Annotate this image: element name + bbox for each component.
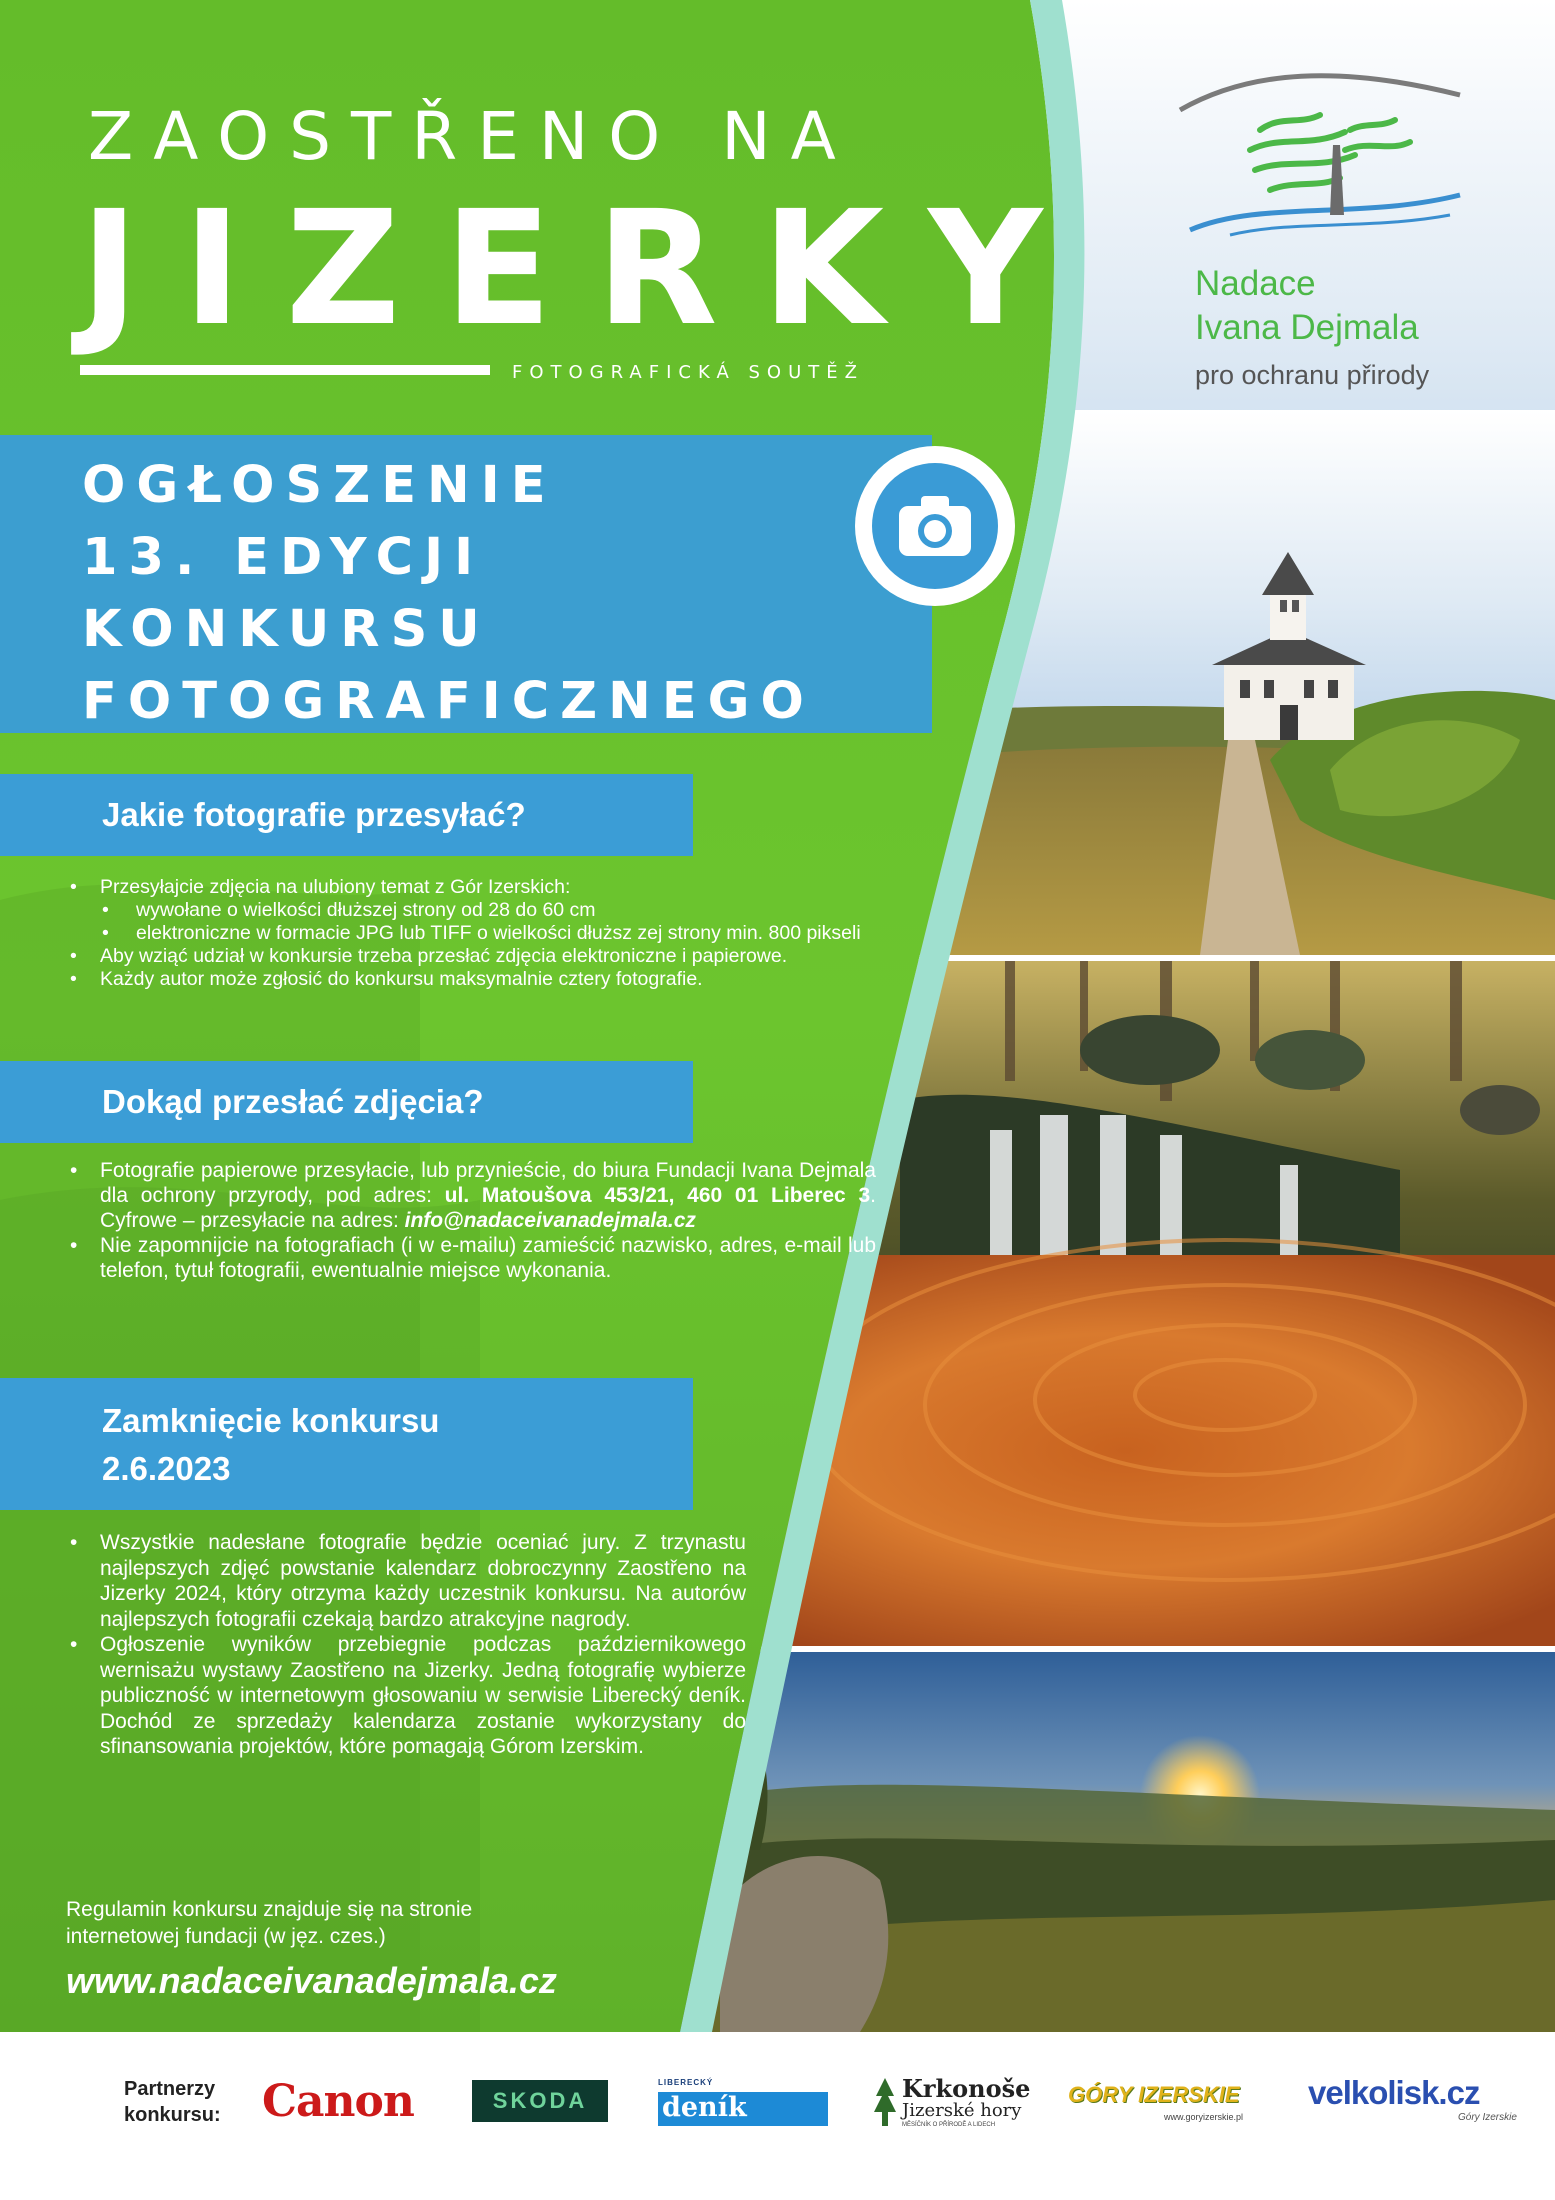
krkonose-emblem-icon (872, 2076, 898, 2128)
title-line1: ZAOSTŘENO NA (88, 98, 856, 175)
list-item: • wywołane o wielkości dłuższej strony od 28 do 60 cm (66, 899, 956, 922)
foundation-name-line2: Ivana Dejmala (1195, 308, 1419, 347)
section-where-heading: Dokąd przesłać zdjęcia? (102, 1083, 484, 1120)
partners-label-line2: konkursu: (124, 2104, 221, 2126)
list-item: • Każdy autor może zgłosić do konkursu maksymalnie cztery fotografie. (66, 968, 956, 991)
list-item: • Nie zapomnijcie na fotografiach (i w e-mailu) zamieścić nazwisko, adres, e-mail lub telefon, tytuł fotografii, ewentualnie miejsce wykonania. (66, 1233, 876, 1283)
gory-izerskie-wordmark: GÓRY IZERSKIE (1068, 2082, 1240, 2107)
closing-heading-line2: 2.6.2023 (102, 1450, 231, 1487)
skoda-logo-text: SKODA (492, 2088, 588, 2113)
regulations-note: Regulamin konkursu znajduje się na stronie internetowej fundacji (w jęz. czes.) (66, 1898, 473, 1948)
camera-icon (895, 490, 975, 560)
website-link[interactable]: www.nadaceivanadejmala.cz (66, 1960, 557, 2001)
denik-logo (658, 2078, 828, 2128)
section-closing-list (66, 1530, 746, 1760)
velkolisk-logo (1308, 2074, 1528, 2130)
denik-logo-word: deník (662, 2092, 747, 2123)
gory-izerskie-logo (1068, 2082, 1268, 2132)
canon-logo: Canon (262, 2076, 414, 2127)
list-item: • Wszystkie nadesłane fotografie będzie oceniać jury. Z trzynastu najlepszych zdjęć powstanie kalendarz dobroczynny Zaostřeno na Jizerky 2024, który otrzyma każdy uczestnik konkursu. Na autorów najlepszych fotografii czekają bardzo atrakcyjne nagrody. (66, 1530, 746, 1632)
partners-label (124, 2076, 221, 2128)
velkolisk-tagline: Góry Izerskie (1458, 2112, 1517, 2123)
denik-logo-small: LIBERECKÝ (658, 2078, 714, 2087)
krkonose-line3: MĚSÍČNÍK O PŘÍRODĚ A LIDECH (902, 2122, 996, 2128)
section-where-list (66, 1158, 876, 1283)
list-item (66, 1158, 876, 1233)
section-what-list (66, 876, 956, 991)
section-closing-heading (102, 1397, 439, 1493)
where-text-start: Fotografie papierowe przesyłacie, lub przynieście, do biura Fundacji Ivana Dejmala dla ochrony przyrody, pod adres: (100, 1159, 876, 1207)
title-subtitle: FOTOGRAFICKÁ SOUTĚŽ (512, 362, 864, 383)
velkolisk-wordmark: velkolisk.cz (1308, 2074, 1480, 2111)
krkonose-logo (872, 2074, 1032, 2134)
foundation-logo (1170, 70, 1470, 250)
announcement-line2: 13. EDYCJI (82, 528, 485, 587)
gory-izerskie-url: www.goryizerskie.pl (1164, 2112, 1244, 2122)
closing-heading-line1: Zamknięcie konkursu (102, 1402, 440, 1439)
title-line2: JIZERKY (80, 177, 1087, 361)
title-underline (80, 365, 490, 375)
foundation-name-line1: Nadace (1195, 264, 1316, 303)
foundation-name (1195, 262, 1419, 350)
postal-address: ul. Matoušova 453/21, 460 01 Liberec 3 (444, 1184, 871, 1207)
announcement-line1: OGŁOSZENIE (82, 456, 557, 515)
announcement-line3: KONKURSU (82, 600, 491, 659)
where-text-mid: . Cyfrowe – przesyłacie na adres: (100, 1184, 877, 1232)
list-item: • Ogłoszenie wyników przebiegnie podczas październikowego wernisażu wystawy Zaostřeno na Jizerky. Jedną fotografię wybierze publiczność w internetowym głosowaniu w serwisie Liberecký deník. Dochód ze sprzedaży kalendarza zostanie wykorzystany do sfinansowania projektów, które pomagają Górom Izerskim. (66, 1632, 746, 1760)
announcement-heading (82, 450, 815, 738)
list-item: • Aby wziąć udział w konkursie trzeba przesłać zdjęcia elektroniczne i papierowe. (66, 945, 956, 968)
krkonose-line2: Jizerské hory (902, 2100, 1022, 2121)
krkonose-line1: Krkonoše (902, 2074, 1031, 2103)
announcement-line4: FOTOGRAFICZNEGO (82, 672, 815, 731)
list-item: • Przesyłajcie zdjęcia na ulubiony temat z Gór Izerskich: (66, 876, 956, 899)
list-item: • elektroniczne w formacie JPG lub TIFF o wielkości dłuższ zej strony min. 800 pikseli (66, 922, 956, 945)
contact-email[interactable]: info@nadaceivanadejmala.cz (404, 1209, 696, 1232)
foundation-tagline: pro ochranu přirody (1195, 360, 1430, 390)
section-what-heading: Jakie fotografie przesyłać? (102, 796, 526, 833)
partners-label-line1: Partnerzy (124, 2078, 216, 2100)
